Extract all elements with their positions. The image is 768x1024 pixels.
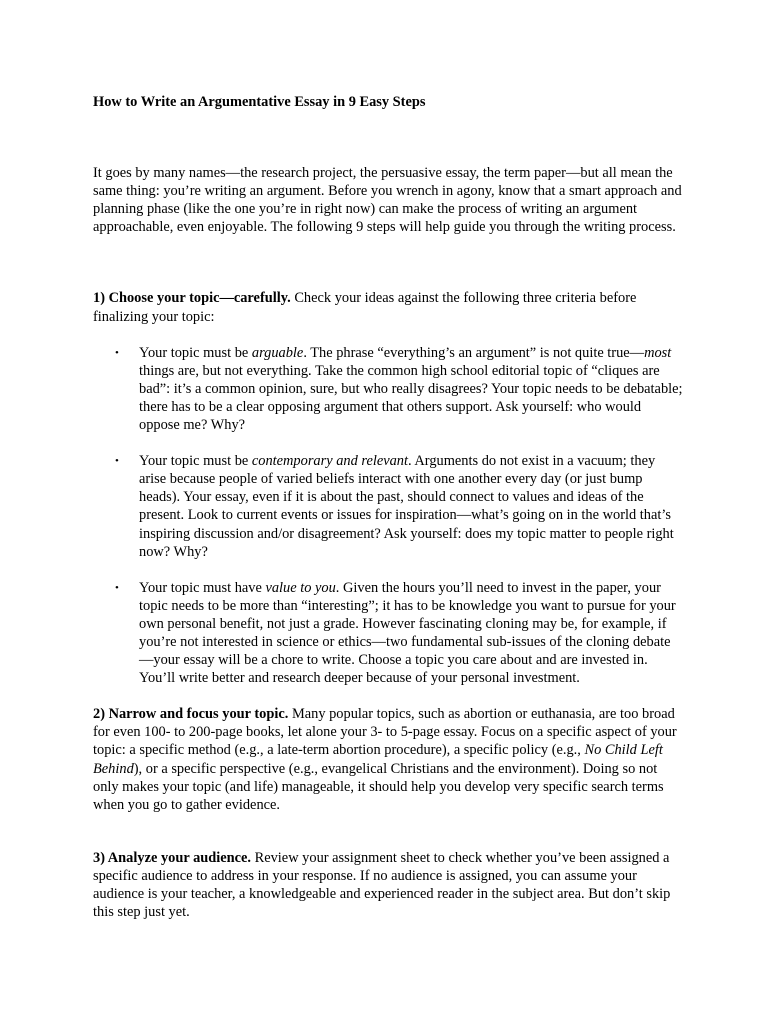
- step-1-paragraph: [93, 289, 683, 325]
- step-2-emphasis: No Child Left Behind: [93, 742, 663, 777]
- step-2-text: ), or a specific perspective (e.g., evangelical Christians and the environment). Doing so not only makes your topic (and life) manageable, it should help you develop very specific search terms when you go to gather evidence.: [93, 760, 664, 813]
- step-1-heading: 1) Choose your topic—carefully.: [93, 290, 291, 307]
- list-item-emphasis: value to you: [265, 579, 336, 596]
- bullet-icon: •: [115, 455, 119, 468]
- list-item-text: . The phrase “everything’s an argument” is not quite true—: [303, 344, 645, 361]
- list-item-text: . Given the hours you’ll need to invest in the paper, your topic needs to be more than “interesting”; it has to be knowledge you want to pursue for your own personal benefit, not just a grade. However fascinating cloning may be, for example, if you’re not interested in science or ethics—two fundamental sub-issues of the cloning debate—your essay will be a chore to write. Choose a topic you care about and are invested in. You’ll write better and research deeper because of your personal investment.: [139, 579, 676, 687]
- list-item-emphasis: most: [644, 344, 672, 361]
- bullet-icon: •: [115, 581, 119, 594]
- list-item: [93, 579, 683, 688]
- step-3-paragraph: [93, 849, 683, 921]
- criteria-list: [93, 344, 683, 688]
- document-title: How to Write an Argumentative Essay in 9 Easy Steps: [93, 94, 426, 110]
- step-1-text: Check your ideas against the following three criteria before finalizing your topic:: [93, 290, 637, 325]
- list-item-emphasis: contemporary and relevant: [251, 453, 409, 470]
- list-item: [93, 452, 683, 561]
- list-item: [93, 344, 683, 434]
- list-item-text: Your topic must be: [139, 344, 252, 361]
- list-item-emphasis: arguable: [251, 344, 304, 361]
- list-item-text: things are, but not everything. Take the common high school editorial topic of “cliques are bad”: it’s a common opinion, sure, but who really disagrees? Your topic needs to be debatable; there has to be a clear opposing argument that others support. Ask yourself: who would oppose me? Why?: [139, 362, 683, 434]
- step-3-text: Review your assignment sheet to check whether you’ve been assigned a specific audience to address in your response. If no audience is assigned, you can assume your audience is your teacher, a knowledgeable and experienced reader in the subject area. But don’t skip this step just yet.: [93, 849, 671, 921]
- list-item-text: Your topic must be: [139, 453, 252, 470]
- step-2-paragraph: [93, 705, 683, 814]
- list-item-text: Your topic must have: [139, 579, 266, 596]
- step-2-heading: 2) Narrow and focus your topic.: [93, 706, 289, 723]
- list-item-text: . Arguments do not exist in a vacuum; they arise because people of varied beliefs interact with one another every day (or just bump heads). Your essay, even if it is about the past, should connect to values and ideas of the present. Look to current events or issues for inspiration—what’s going on in the world that’s inspiring discussion and/or disagreement? Ask yourself: does my topic matter to people right now? Why?: [139, 453, 674, 560]
- bullet-icon: •: [115, 346, 119, 359]
- step-2-text: Many popular topics, such as abortion or euthanasia, are too broad for even 100- to 200-page books, let alone your 3- to 5-page essay. Focus on a specific aspect of your topic: a specific method (e.g., a late-term abortion procedure), a specific policy (e.g.,: [93, 706, 677, 759]
- document-page: [93, 93, 683, 921]
- step-3-heading: 3) Analyze your audience.: [93, 849, 252, 866]
- intro-paragraph: It goes by many names—the research project, the persuasive essay, the term paper—but all mean the same thing: you’re writing an argument. Before you wrench in agony, know that a smart approach and planning phase (like the one you’re in right now) can make the process of writing an argument approachable, even enjoyable. The following 9 steps will help guide you through the writing process.: [93, 165, 682, 236]
